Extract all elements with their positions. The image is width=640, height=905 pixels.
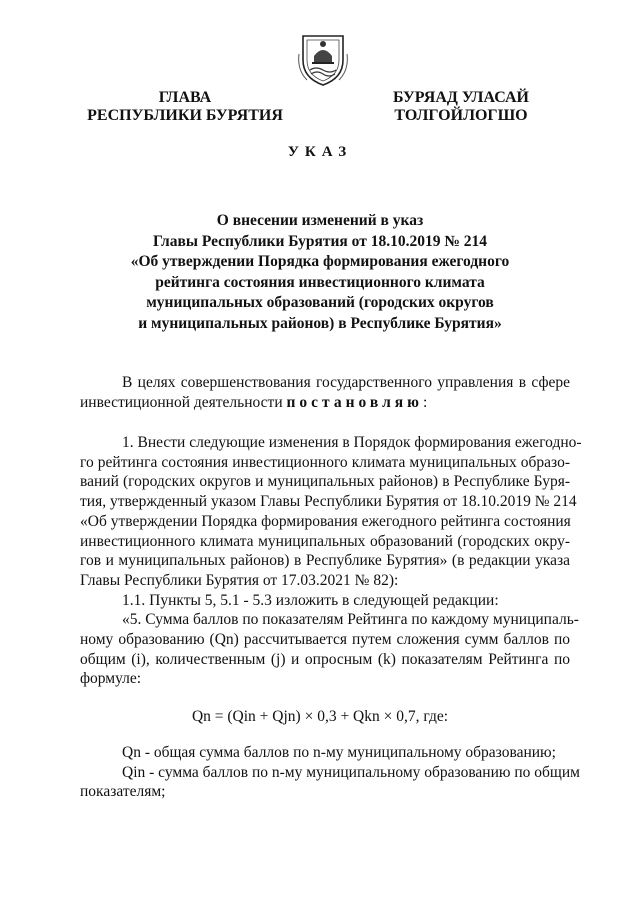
preamble-line: В целях совершенствования государственного управления в сфере	[122, 374, 570, 391]
item-1-line: инвестиционного климата муниципальных образований (городских окру-	[80, 532, 570, 550]
title-line: и муниципальных районов) в Республике Бурятия»	[138, 314, 502, 332]
item-1-line: тия, утвержденный указом Главы Республики Бурятия от 18.10.2019 № 214	[80, 493, 577, 511]
item-1-1: 1.1. Пункты 5, 5.1 - 5.3 изложить в следующей редакции:	[122, 591, 499, 609]
item-1-line: «Об утверждении Порядка формирования ежегодного рейтинга состояния	[80, 512, 571, 530]
title-line: Главы Республики Бурятия от 18.10.2019 № 214	[152, 232, 488, 250]
definition-qin-cont: показателям;	[80, 783, 166, 801]
item-1-line: Главы Республики Бурятия от 17.03.2021 № 82):	[80, 571, 399, 589]
title-line: О внесении изменений в указ	[216, 212, 424, 229]
preamble	[80, 373, 570, 412]
preamble-line	[80, 393, 570, 413]
definition-qn: Qn - общая сумма баллов по n-му муниципальному образованию;	[122, 744, 556, 761]
preamble-prefix: инвестиционной деятельности	[80, 393, 287, 411]
title-line: муниципальных образований (городских округов	[146, 294, 494, 311]
header-left	[80, 89, 290, 125]
title-line: «Об утверждении Порядка формирования ежегодного	[130, 253, 510, 270]
item-1	[80, 433, 582, 689]
header-right-line2: ТОЛГОЙЛОГШО	[394, 107, 528, 124]
item-1-line: го рейтинга состояния инвестиционного климата муниципальных образо-	[80, 453, 570, 471]
decree-label: УКАЗ	[287, 144, 353, 160]
document-title	[100, 211, 540, 334]
definition-qin: Qin - сумма баллов по n-му муниципальному образованию по общим	[122, 763, 580, 781]
coat-of-arms-icon	[297, 30, 349, 88]
item-5-line: формуле:	[80, 670, 142, 688]
item-5-line: «5. Сумма баллов по показателям Рейтинга по каждому муниципаль-	[122, 611, 579, 629]
header-right	[356, 89, 566, 125]
decree-verb: постановляю	[286, 393, 424, 411]
title-line: рейтинга состояния инвестиционного климата	[155, 273, 485, 291]
formula: Qn = (Qin + Qjn) × 0,3 + Qkn × 0,7, где:	[191, 708, 449, 725]
item-5-line: общим (i), количественным (j) и опросным (k) показателям Рейтинга по	[80, 650, 570, 668]
header-right-line1: БУРЯАД УЛАСАЙ	[393, 89, 529, 106]
definitions	[80, 743, 580, 802]
item-1-line: 1. Внести следующие изменения в Порядок формирования ежегодно-	[122, 434, 582, 451]
item-5-line: ному образованию (Qn) рассчитывается путем сложения сумм баллов по	[80, 631, 570, 649]
item-1-line: ваний (городских округов и муниципальных районов) в Республике Буря-	[80, 473, 570, 491]
header-left-line2: РЕСПУБЛИКИ БУРЯТИЯ	[87, 107, 283, 124]
item-1-line: гов и муниципальных районов) в Республике Бурятия» (в редакции указа	[80, 552, 570, 570]
preamble-suffix: :	[423, 393, 428, 411]
header-left-line1: ГЛАВА	[158, 89, 212, 106]
